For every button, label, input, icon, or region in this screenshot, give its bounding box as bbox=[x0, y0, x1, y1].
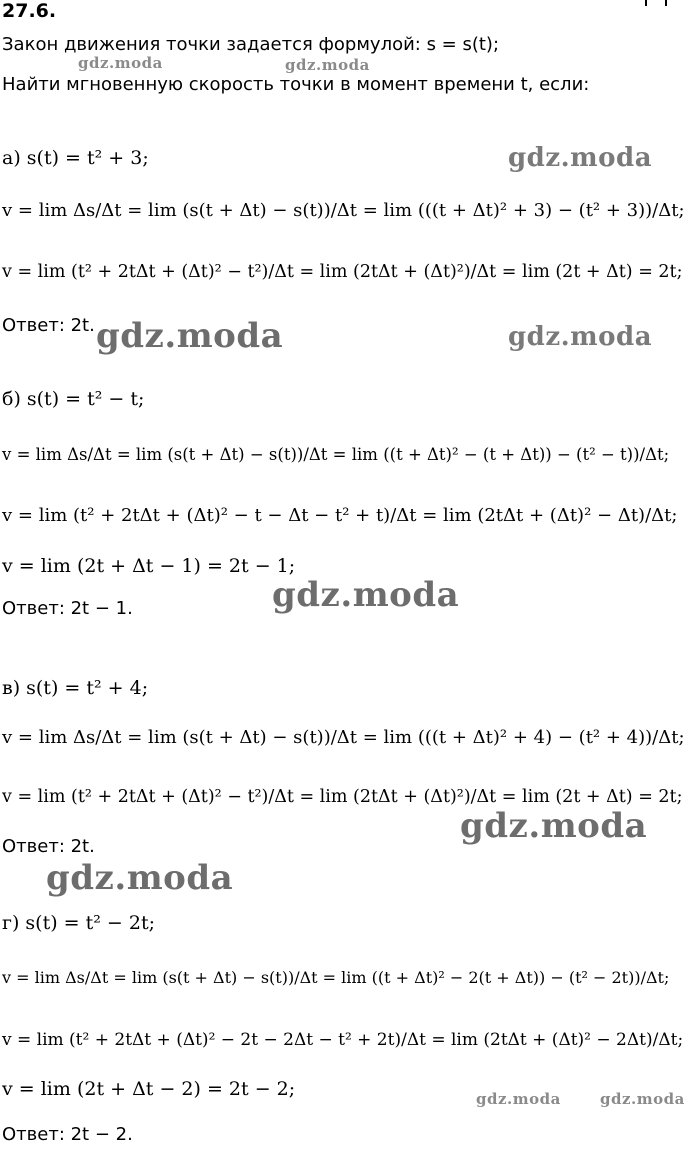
watermark: gdz.moda bbox=[46, 858, 234, 898]
solution-v-line-2: v = lim (t² + 2tΔt + (Δt)² − t²)/Δt = lim (2tΔt + (Δt)²)/Δt = lim (2t + Δt) = 2t; bbox=[2, 787, 683, 807]
intro-line-2: Найти мгновенную скорость точки в момент времени t, если: bbox=[2, 74, 590, 95]
watermark: gdz.moda bbox=[285, 56, 370, 74]
watermark: gdz.moda bbox=[508, 322, 653, 352]
solution-b-line-1: v = lim Δs/Δt = lim (s(t + Δt) − s(t))/Δt = lim ((t + Δt)² − (t + Δt)) − (t² − t))/Δt; bbox=[2, 445, 670, 464]
solution-a-line-2: v = lim (t² + 2tΔt + (Δt)² − t²)/Δt = lim (2tΔt + (Δt)²)/Δt = lim (2t + Δt) = 2t; bbox=[2, 262, 683, 282]
solution-g-line-3: v = lim (2t + Δt − 2) = 2t − 2; bbox=[2, 1078, 296, 1100]
solution-b-line-3: v = lim (2t + Δt − 1) = 2t − 1; bbox=[2, 555, 296, 577]
solution-g-line-2: v = lim (t² + 2tΔt + (Δt)² − 2t − 2Δt − t² + 2t)/Δt = lim (2tΔt + (Δt)² − 2Δt)/Δt; bbox=[2, 1030, 684, 1050]
answer-b: Ответ: 2t − 1. bbox=[2, 598, 133, 619]
watermark: gdz.moda bbox=[460, 806, 648, 846]
intro-line-1: Закон движения точки задается формулой: s = s(t); bbox=[2, 34, 500, 55]
answer-v: Ответ: 2t. bbox=[2, 836, 95, 857]
solution-g-line-1: v = lim Δs/Δt = lim (s(t + Δt) − s(t))/Δt = lim ((t + Δt)² − 2(t + Δt)) − (t² − 2t))/Δt; bbox=[2, 968, 670, 987]
solution-v-line-1: v = lim Δs/Δt = lim (s(t + Δt) − s(t))/Δt = lim (((t + Δt)² + 4) − (t² + 4))/Δt; bbox=[2, 727, 685, 748]
answer-a: Ответ: 2t. bbox=[2, 315, 95, 336]
answer-g: Ответ: 2t − 2. bbox=[2, 1124, 133, 1145]
task-v: в) s(t) = t² + 4; bbox=[2, 677, 149, 699]
task-a: а) s(t) = t² + 3; bbox=[2, 147, 149, 169]
watermark: gdz.moda bbox=[600, 1090, 685, 1108]
task-g: г) s(t) = t² − 2t; bbox=[2, 912, 155, 934]
watermark: gdz.moda bbox=[96, 316, 284, 356]
solution-b-line-2: v = lim (t² + 2tΔt + (Δt)² − t − Δt − t² + t)/Δt = lim (2tΔt + (Δt)² − Δt)/Δt; bbox=[2, 505, 678, 526]
watermark: gdz.moda bbox=[78, 54, 163, 72]
task-b: б) s(t) = t² − t; bbox=[2, 388, 145, 410]
watermark: gdz.moda bbox=[476, 1090, 561, 1108]
page-edge-mark bbox=[645, 0, 667, 6]
solution-a-line-1: v = lim Δs/Δt = lim (s(t + Δt) − s(t))/Δt = lim (((t + Δt)² + 3) − (t² + 3))/Δt; bbox=[2, 200, 685, 221]
watermark: gdz.moda bbox=[508, 143, 653, 173]
problem-number: 27.6. bbox=[2, 0, 57, 22]
watermark: gdz.moda bbox=[272, 575, 460, 615]
